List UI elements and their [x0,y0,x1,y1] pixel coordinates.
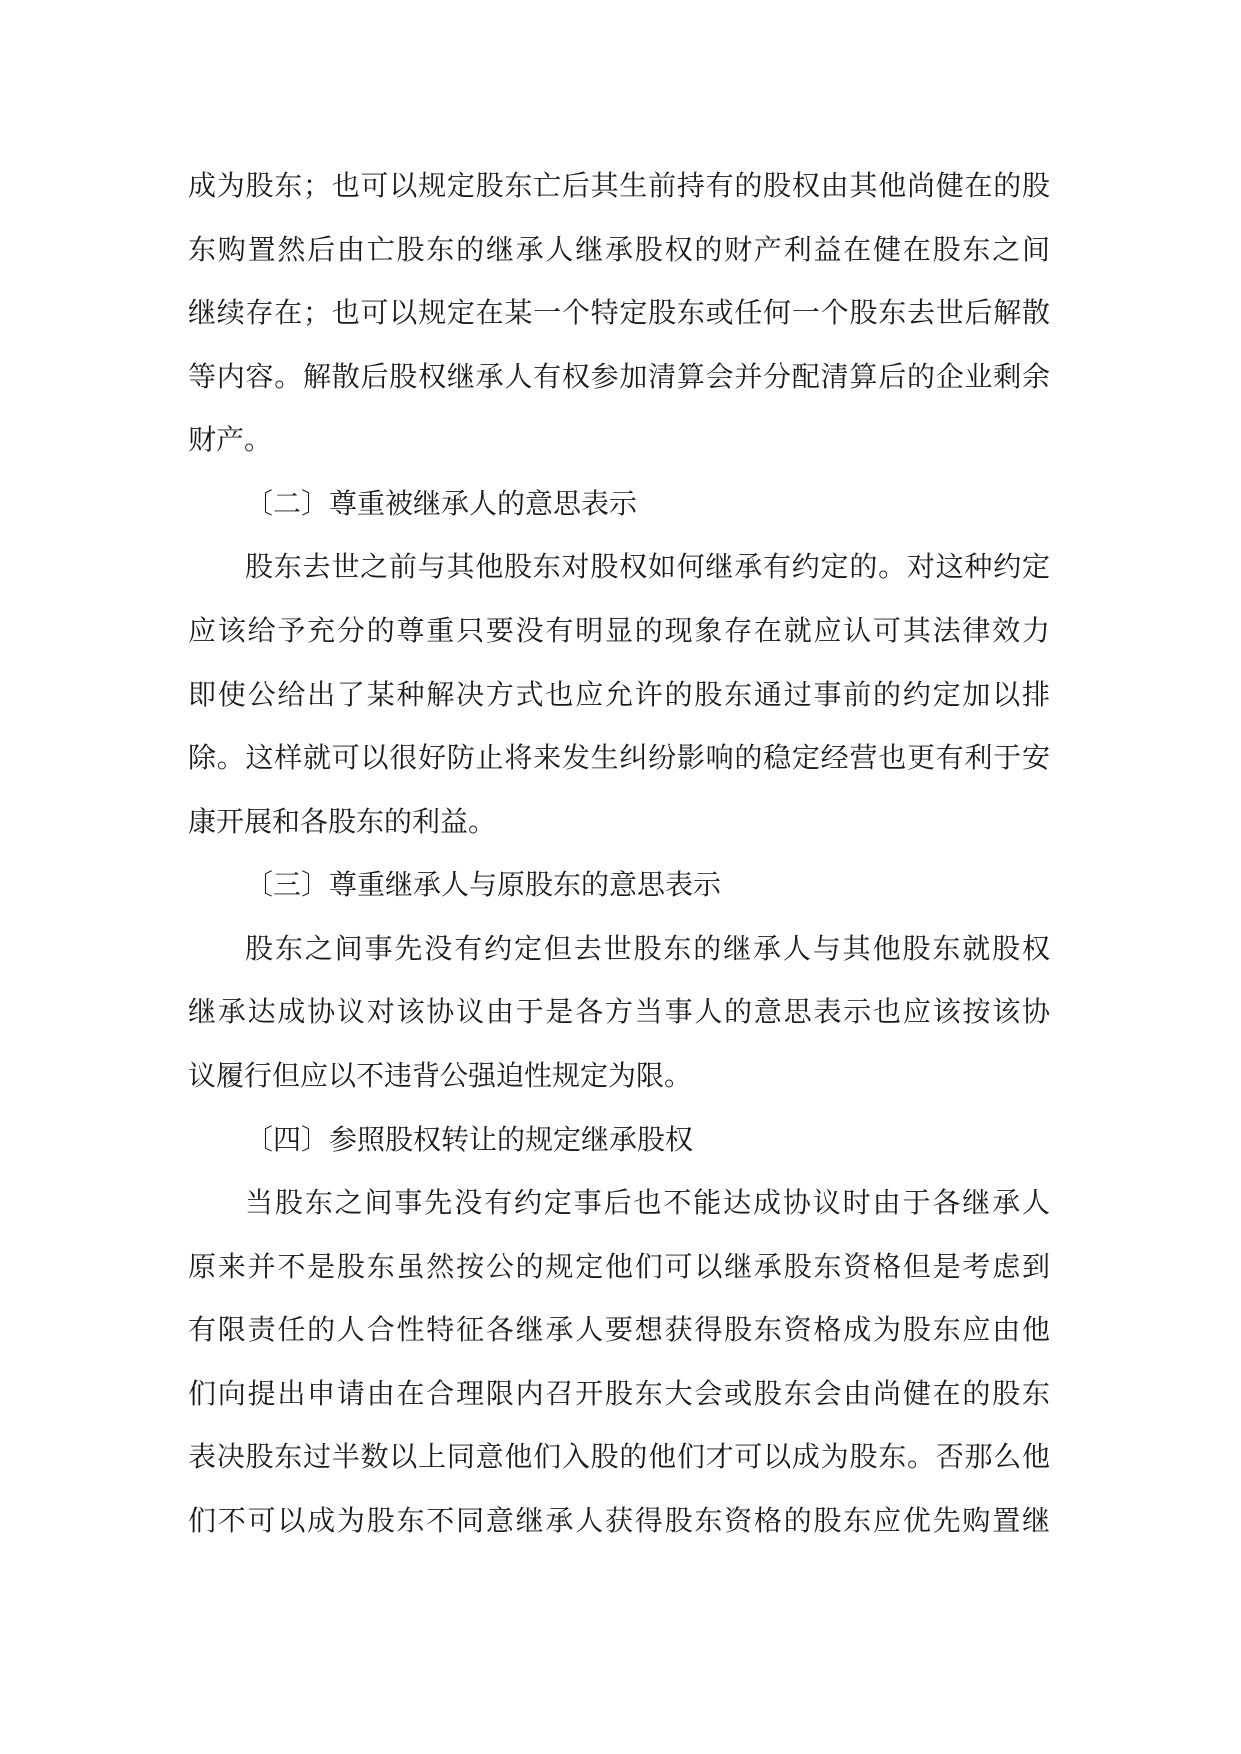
paragraph-line: 继承达成协议对该协议由于是各方当事人的意思表示也应该按该协 [188,995,1050,1028]
paragraph-line: 东购置然后由亡股东的继承人继承股权的财产利益在健在股东之间 [188,233,1050,266]
paragraph-line: 当股东之间事先没有约定事后也不能达成协议时由于各继承人 [245,1186,1050,1219]
section-heading: 〔四〕参照股权转让的规定继承股权 [245,1123,694,1156]
paragraph-line: 除。这样就可以很好防止将来发生纠纷影响的稳定经营也更有利于安 [188,741,1050,774]
paragraph-line: 原来并不是股东虽然按公的规定他们可以继承股东资格但是考虑到 [188,1250,1050,1283]
paragraph-line: 有限责任的人合性特征各继承人要想获得股东资格成为股东应由他 [188,1313,1050,1346]
paragraph-line: 们向提出申请由在合理限内召开股东大会或股东会由尚健在的股东 [188,1377,1050,1410]
paragraph-line: 成为股东；也可以规定股东亡后其生前持有的股权由其他尚健在的股 [188,169,1050,202]
paragraph-line: 康开展和各股东的利益。 [188,805,497,838]
paragraph-line: 股东去世之前与其他股东对股权如何继承有约定的。对这种约定 [245,550,1050,583]
paragraph-line: 议履行但应以不违背公强迫性规定为限。 [188,1059,693,1092]
paragraph-line: 财产。 [188,423,273,456]
paragraph-line: 们不可以成为股东不同意继承人获得股东资格的股东应优先购置继 [188,1504,1050,1537]
paragraph-line: 继续存在；也可以规定在某一个特定股东或任何一个股东去世后解散 [188,296,1050,329]
paragraph-line: 股东之间事先没有约定但去世股东的继承人与其他股东就股权 [245,932,1050,965]
paragraph-line: 即使公给出了某种解决方式也应允许的股东通过事前的约定加以排 [188,678,1050,711]
paragraph-line: 应该给予充分的尊重只要没有明显的现象存在就应认可其法律效力 [188,614,1050,647]
section-heading: 〔三〕尊重继承人与原股东的意思表示 [245,868,722,901]
paragraph-line: 表决股东过半数以上同意他们入股的他们才可以成为股东。否那么他 [188,1440,1050,1473]
paragraph-line: 等内容。解散后股权继承人有权参加清算会并分配清算后的企业剩余 [188,360,1050,393]
section-heading: 〔二〕尊重被继承人的意思表示 [245,487,638,520]
